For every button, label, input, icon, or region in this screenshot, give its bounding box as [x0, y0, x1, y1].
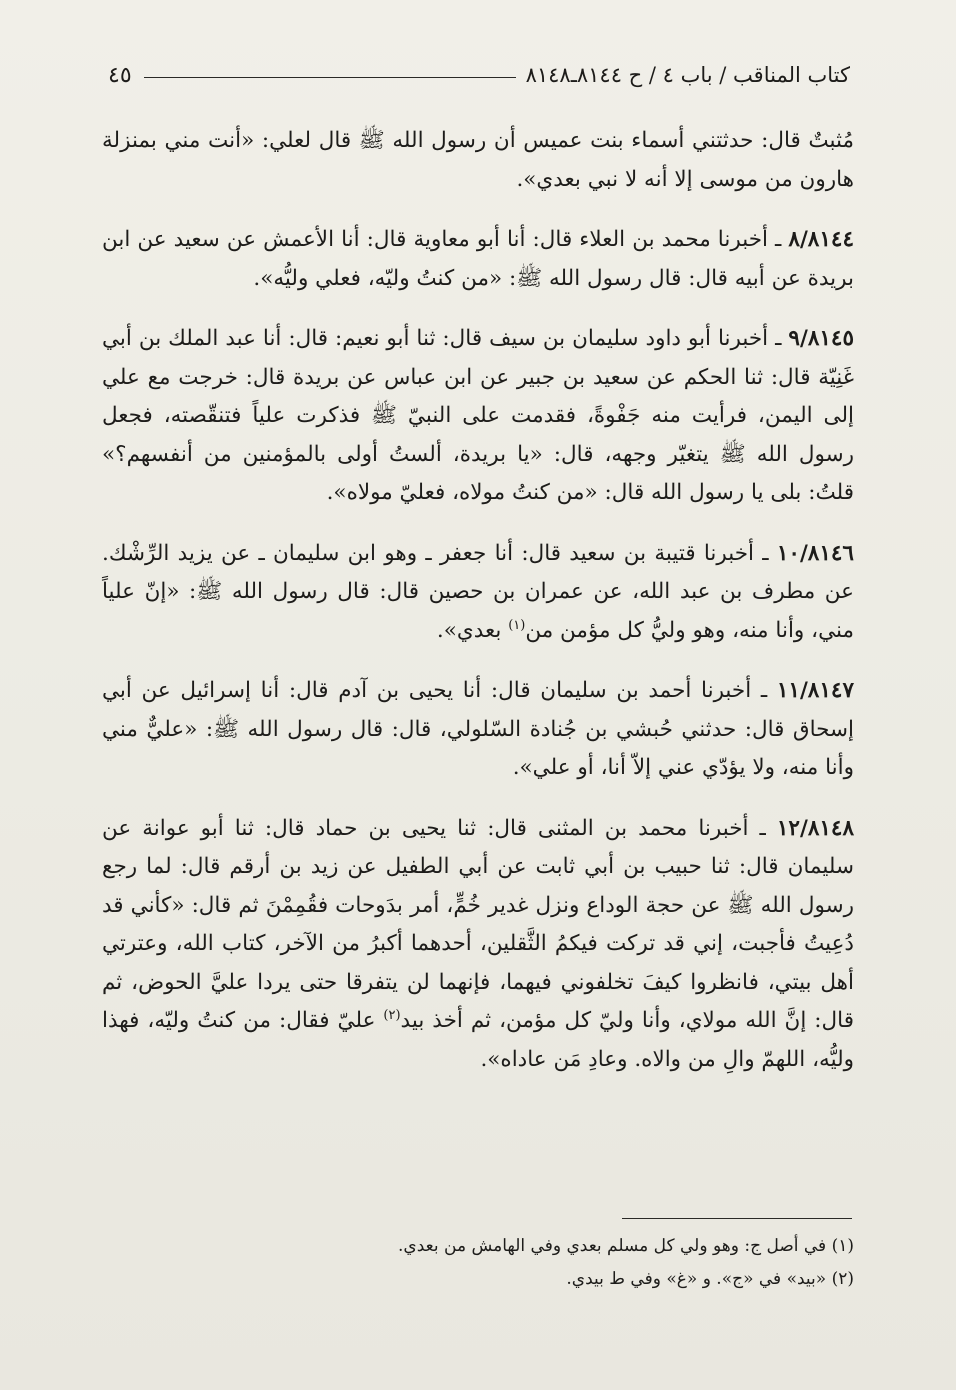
hadith-text-continued: عليّ فقال: من كنتُ وليّه، فهذا وليُّه، اللهمّ والِ من والاه. وعادِ مَن عاداه».	[102, 1008, 854, 1072]
footnote-reference: (١)	[508, 617, 526, 633]
hadith-number: ٨/٨١٤٤	[788, 227, 854, 252]
hadith-paragraph	[102, 535, 854, 651]
header-rule	[144, 77, 516, 78]
footnote-reference: (٢)	[383, 1007, 401, 1023]
hadith-number: ١٠/٨١٤٦	[776, 540, 854, 566]
footnote: (٢) «بيد» في «ج». و «غ» وفي ط بيدي.	[566, 1269, 854, 1289]
hadith-number: ١٢/٨١٤٨	[776, 815, 855, 841]
hadith-text: ـ أخبرنا أبو داود سليمان بن سيف قال: ثنا أبو نعيم: قال: أنا عبد الملك بن أبي غَنِيّة قال: ثنا الحكم عن سعيد بن جبير عن ابن عباس عن بريدة قال: خرجت مع علي إلى اليمن، فرأيت منه جَفْوةً، فقدمت على النبيّ ﷺ فذكرت علياً فتنقّصته، فجعل رسول الله ﷺ يتغيّر وجهه، قال: «يا بريدة، ألستُ أولى بالمؤمنين من أنفسهم؟» قلتُ: بلى يا رسول الله قال: «من كنتُ مولاه، فعليّ مولاه».	[102, 326, 854, 505]
hadith-paragraph	[102, 672, 854, 788]
main-text	[102, 122, 854, 1101]
hadith-paragraph	[102, 810, 854, 1080]
hadith-number: ٩/٨١٤٥	[788, 326, 855, 351]
hadith-text-continued: بعدي».	[436, 617, 509, 643]
hadith-text: ـ أخبرنا أحمد بن سليمان قال: أنا يحيى بن آدم قال: أنا إسرائيل عن أبي إسحاق قال: حدثني حُبشي بن جُنادة السّلولي، قال: قال رسول الله ﷺ: «عليٌّ مني وأنا منه، ولا يؤدّي عني إلاّ أنا، أو علي».	[102, 678, 854, 780]
continuation-paragraph	[102, 122, 854, 199]
page-header	[108, 55, 850, 95]
footnote: (١) في أصل ج: وهو ولي كل مسلم بعدي وفي الهامش من بعدي.	[398, 1236, 854, 1256]
continuation-text: مُثبتٌ قال: حدثتني أسماء بنت عميس أن رسول الله ﷺ قال لعلي: «أنت مني بمنزلة هارون من موسى إلا أنه لا نبي بعدي».	[102, 128, 854, 192]
footnote-rule	[622, 1218, 852, 1219]
hadith-text: ـ أخبرنا محمد بن العلاء قال: أنا أبو معاوية قال: أنا الأعمش عن سعيد عن ابن بريدة عن أبيه قال: قال رسول الله ﷺ: «من كنتُ وليّه، فعلي وليُّه».	[102, 227, 854, 291]
hadith-paragraph	[102, 320, 854, 513]
hadith-paragraph	[102, 221, 854, 298]
hadith-text: ـ أخبرنا قتيبة بن سعيد قال: أنا جعفر ـ وهو ابن سليمان ـ عن يزيد الرِّشْك. عن مطرف بن عبد الله، عن عمران بن حصين قال: قال رسول الله ﷺ: «إنّ علياً مني، وأنا منه، وهو وليُّ كل مؤمن من	[102, 540, 855, 643]
footnotes	[102, 1230, 854, 1296]
hadith-text: ـ أخبرنا محمد بن المثنى قال: ثنا يحيى بن حماد قال: ثنا أبو عوانة عن سليمان قال: ثنا حبيب بن أبي ثابت عن أبي الطفيل عن زيد بن أرقم قال: لما رجع رسول الله ﷺ عن حجة الوداع ونزل غدير خُمٍّ، أمر بدَوحات فقُمِمْنَ ثم قال: «كأني قد دُعِيتُ فأجبت، إني قد تركت فيكمُ الثَّقلين، أحدهما أكبرُ من الآخر، كتاب الله، وعترتي أهل بيتي، فانظروا كيفَ تخلفوني فيهما، فإنهما لن يتفرقا حتى يردا عليَّ الحوض، ثم قال: إنَّ الله مولاي، وأنا وليّ كل مؤمن، ثم أخذ بيد	[102, 815, 854, 1033]
running-title: كتاب المناقب / باب ٤ / ح ٨١٤٤ـ٨١٤٨	[525, 63, 850, 87]
page-number: ٤٥	[108, 62, 132, 88]
hadith-number: ١١/٨١٤٧	[776, 678, 854, 703]
